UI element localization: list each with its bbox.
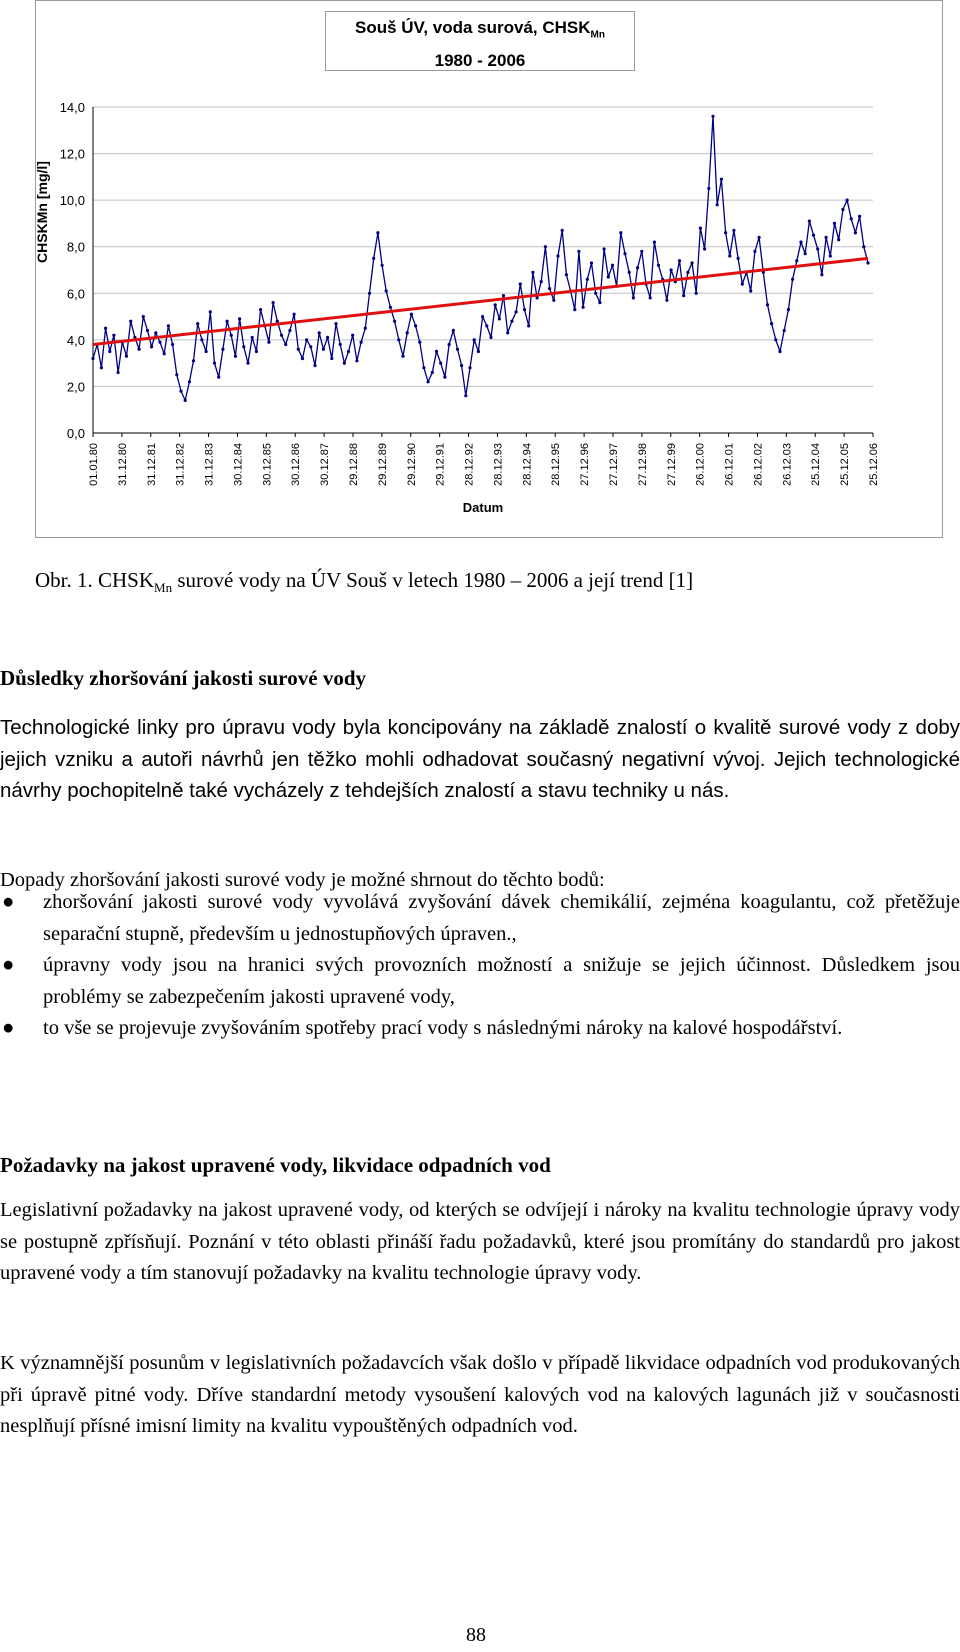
data-point bbox=[246, 362, 249, 365]
data-point bbox=[167, 324, 170, 327]
x-tick-label: 29.12.90 bbox=[405, 443, 418, 486]
y-tick-label: 8,0 bbox=[66, 239, 85, 255]
data-point bbox=[443, 376, 446, 379]
data-point bbox=[146, 329, 149, 332]
data-point bbox=[125, 355, 128, 358]
data-point bbox=[858, 215, 861, 218]
data-point bbox=[653, 241, 656, 244]
data-point bbox=[334, 322, 337, 325]
data-point bbox=[841, 208, 844, 211]
data-point bbox=[196, 322, 199, 325]
data-point bbox=[117, 371, 120, 374]
data-point bbox=[657, 264, 660, 267]
data-point bbox=[129, 320, 132, 323]
data-point bbox=[678, 259, 681, 262]
data-point bbox=[837, 238, 840, 241]
data-point bbox=[284, 343, 287, 346]
data-point bbox=[360, 341, 363, 344]
x-tick-label: 25.12.06 bbox=[868, 443, 880, 486]
data-point bbox=[825, 236, 828, 239]
y-axis-title: CHSKMn [mg/l] bbox=[34, 161, 50, 263]
data-point bbox=[255, 350, 258, 353]
data-point bbox=[456, 348, 459, 351]
data-point bbox=[778, 350, 781, 353]
x-tick-label: 31.12.81 bbox=[145, 443, 158, 486]
data-point bbox=[862, 245, 865, 248]
data-point bbox=[523, 308, 526, 311]
data-point bbox=[154, 331, 157, 334]
x-tick-label: 25.12.04 bbox=[810, 443, 823, 486]
data-point bbox=[544, 245, 547, 248]
section-heading-requirements: Požadavky na jakost upravené vody, likvidace odpadních vod bbox=[0, 1153, 551, 1177]
data-point bbox=[238, 317, 241, 320]
y-tick-label: 10,0 bbox=[59, 193, 85, 209]
figure-caption: Obr. 1. $CHSK_{Mn}$ surové vody na ÚV Souš v letech 1980 – 2006 a její trend [1] bbox=[35, 568, 694, 596]
data-point bbox=[850, 217, 853, 220]
x-tick-label: 30.12.85 bbox=[261, 443, 274, 486]
data-point bbox=[414, 324, 417, 327]
data-point bbox=[829, 254, 832, 257]
data-point bbox=[142, 315, 145, 318]
data-point bbox=[452, 329, 455, 332]
data-point bbox=[226, 320, 229, 323]
data-point bbox=[213, 362, 216, 365]
data-point bbox=[795, 259, 798, 262]
data-point bbox=[611, 264, 614, 267]
data-point bbox=[716, 203, 719, 206]
data-point bbox=[724, 231, 727, 234]
data-point bbox=[221, 348, 224, 351]
data-point bbox=[150, 345, 153, 348]
paragraph-technology-lines: Technologické linky pro úpravu vody byla koncipovány na základě znalostí o kvalitě surové vody z doby jejich vzniku a autoři návrhů jen těžko mohli odhadovat současný negativní vývoj. Jejich technologické návrhy pochopitelně také vycházely z tehdejších znalostí a stavu techniky u nás. bbox=[0, 716, 960, 802]
data-point bbox=[381, 264, 384, 267]
paragraph-wastewater: K významnější posunům v legislativních požadavcích však došlo v případě likvidace odpadních vod produkovaných při úpravě pitné vody. Dříve standardní metody vysoušení kalových vod na kalových lagunách již v současnosti nesplňují přísné imisní limity na kvalitu vypouštěných odpadních vod. bbox=[0, 1352, 960, 1437]
data-point bbox=[699, 227, 702, 230]
data-point bbox=[812, 234, 815, 237]
data-point bbox=[536, 296, 539, 299]
x-tick-label: 28.12.92 bbox=[463, 443, 476, 486]
chart-title: Souš ÚV, voda surová, $CHSK_{Mn}$ 1980 - 2006 bbox=[325, 11, 635, 71]
data-point bbox=[406, 331, 409, 334]
data-point bbox=[737, 257, 740, 260]
x-tick-label: 01.01.80 bbox=[88, 443, 100, 486]
data-point bbox=[305, 338, 308, 341]
list-item: ● úpravny vody jsou na hranici svých provozních možností a snižuje se jejich účinnost. Důsledkem jsou problémy se zabezpečením jakosti upravené vody, bbox=[0, 950, 960, 1013]
data-point bbox=[494, 303, 497, 306]
data-point bbox=[372, 257, 375, 260]
data-point bbox=[326, 336, 329, 339]
data-point bbox=[192, 359, 195, 362]
x-tick-label: 29.12.91 bbox=[434, 443, 447, 486]
list-item: ● zhoršování jakosti surové vody vyvolává zvyšování dávek chemikálií, zejména koagulantu, což přetěžuje separační stupně, především u jednostupňových úpraven., bbox=[0, 887, 960, 950]
data-point bbox=[753, 250, 756, 253]
x-tick-label: 28.12.95 bbox=[550, 443, 563, 486]
impact-list bbox=[0, 887, 960, 1045]
data-point bbox=[401, 355, 404, 358]
data-point bbox=[318, 331, 321, 334]
data-point bbox=[691, 261, 694, 264]
data-point bbox=[649, 296, 652, 299]
bullet-icon: ● bbox=[2, 954, 15, 976]
data-point bbox=[506, 331, 509, 334]
data-point bbox=[603, 247, 606, 250]
data-point bbox=[628, 271, 631, 274]
data-point bbox=[489, 336, 492, 339]
data-point bbox=[435, 350, 438, 353]
list-item: ● to vše se projevuje zvyšováním spotřeby prací vody s následnými nároky na kalové hospodářství. bbox=[0, 1013, 960, 1045]
data-point bbox=[138, 348, 141, 351]
x-tick-label: 27.12.96 bbox=[579, 443, 592, 486]
data-point bbox=[582, 306, 585, 309]
data-point bbox=[301, 357, 304, 360]
data-point bbox=[510, 320, 513, 323]
data-point bbox=[431, 371, 434, 374]
data-point bbox=[695, 292, 698, 295]
data-point bbox=[728, 254, 731, 257]
data-point bbox=[623, 252, 626, 255]
y-tick-label: 12,0 bbox=[59, 146, 85, 162]
data-point bbox=[259, 308, 262, 311]
data-point bbox=[573, 308, 576, 311]
data-point bbox=[515, 310, 518, 313]
data-point bbox=[179, 390, 182, 393]
data-point bbox=[783, 329, 786, 332]
data-point bbox=[791, 278, 794, 281]
data-point bbox=[209, 310, 212, 313]
data-point bbox=[665, 299, 668, 302]
data-point bbox=[397, 338, 400, 341]
data-point bbox=[607, 275, 610, 278]
x-tick-label: 26.12.01 bbox=[723, 443, 736, 486]
data-point bbox=[339, 343, 342, 346]
x-tick-label: 29.12.88 bbox=[348, 443, 360, 486]
data-point bbox=[787, 308, 790, 311]
data-point bbox=[477, 350, 480, 353]
data-point bbox=[288, 329, 291, 332]
data-point bbox=[376, 231, 379, 234]
x-tick-label: 31.12.83 bbox=[203, 443, 216, 486]
data-point bbox=[540, 280, 543, 283]
chart-svg bbox=[0, 0, 960, 540]
data-point bbox=[586, 278, 589, 281]
x-tick-label: 26.12.00 bbox=[694, 443, 707, 486]
data-point bbox=[158, 341, 161, 344]
data-point bbox=[100, 366, 103, 369]
series-line bbox=[93, 116, 868, 400]
data-point bbox=[640, 250, 643, 253]
data-point bbox=[200, 338, 203, 341]
data-point bbox=[410, 313, 413, 316]
data-point bbox=[561, 229, 564, 232]
data-point bbox=[854, 231, 857, 234]
data-point bbox=[389, 306, 392, 309]
data-point bbox=[820, 273, 823, 276]
data-point bbox=[460, 364, 463, 367]
x-axis-title: Datum bbox=[462, 500, 504, 515]
data-point bbox=[473, 338, 476, 341]
data-point bbox=[481, 315, 484, 318]
data-point bbox=[347, 350, 350, 353]
data-point bbox=[104, 327, 107, 330]
data-point bbox=[866, 261, 869, 264]
data-point bbox=[234, 355, 237, 358]
data-point bbox=[670, 268, 673, 271]
data-point bbox=[112, 334, 115, 337]
data-point bbox=[577, 250, 580, 253]
data-point bbox=[707, 187, 710, 190]
x-tick-label: 25.12.05 bbox=[839, 443, 852, 486]
data-point bbox=[590, 261, 593, 264]
data-point bbox=[468, 366, 471, 369]
data-point bbox=[355, 359, 358, 362]
data-point bbox=[502, 294, 505, 297]
data-point bbox=[519, 282, 522, 285]
data-point bbox=[703, 247, 706, 250]
x-tick-label: 27.12.99 bbox=[665, 443, 678, 486]
paragraph-legislative-requirements: Legislativní požadavky na jakost upravené vody, od kterých se odvíjejí i nároky na kvalitu technologie úpravy vody se postupně zpřísňují. Poznání v této oblasti přináší řadu požadavků, které jsou promítány do standardů pro jakost upravené vody a tím stanovují požadavky na kvalitu technologie úpravy vody. bbox=[0, 1199, 960, 1284]
data-point bbox=[313, 364, 316, 367]
x-tick-label: 26.12.03 bbox=[781, 443, 794, 486]
data-point bbox=[632, 296, 635, 299]
data-point bbox=[175, 373, 178, 376]
x-tick-label: 27.12.97 bbox=[608, 443, 620, 486]
data-point bbox=[280, 334, 283, 337]
data-point bbox=[230, 334, 233, 337]
data-point bbox=[594, 292, 597, 295]
data-point bbox=[385, 289, 388, 292]
data-point bbox=[556, 254, 559, 257]
paragraph-impacts-intro: Dopady zhoršování jakosti surové vody je možné shrnout do těchto bodů: bbox=[0, 869, 605, 891]
data-point bbox=[774, 338, 777, 341]
data-point bbox=[330, 357, 333, 360]
data-point bbox=[242, 345, 245, 348]
data-point bbox=[297, 348, 300, 351]
y-tick-label: 0,0 bbox=[66, 426, 85, 441]
data-point bbox=[276, 320, 279, 323]
data-point bbox=[267, 341, 270, 344]
x-tick-label: 31.12.80 bbox=[116, 443, 129, 486]
data-point bbox=[770, 322, 773, 325]
data-point bbox=[439, 362, 442, 365]
x-tick-label: 30.12.87 bbox=[319, 443, 332, 486]
data-point bbox=[485, 324, 488, 327]
data-point bbox=[217, 376, 220, 379]
data-point bbox=[205, 350, 208, 353]
data-point bbox=[427, 380, 430, 383]
y-tick-label: 6,0 bbox=[66, 286, 85, 302]
data-point bbox=[711, 115, 714, 118]
data-point bbox=[552, 299, 555, 302]
data-point bbox=[548, 287, 551, 290]
data-point bbox=[498, 317, 501, 320]
x-tick-label: 29.12.89 bbox=[376, 443, 389, 486]
data-point bbox=[418, 341, 421, 344]
data-point bbox=[272, 301, 275, 304]
data-point bbox=[720, 178, 723, 181]
data-point bbox=[846, 199, 849, 202]
x-tick-label: 28.12.94 bbox=[521, 443, 534, 486]
bullet-icon: ● bbox=[2, 1017, 15, 1039]
data-point bbox=[833, 222, 836, 225]
data-point bbox=[636, 266, 639, 269]
data-point bbox=[322, 348, 325, 351]
data-point bbox=[766, 303, 769, 306]
data-point bbox=[364, 327, 367, 330]
page-number: 88 bbox=[466, 1624, 486, 1646]
data-point bbox=[188, 380, 191, 383]
data-point bbox=[368, 292, 371, 295]
data-point bbox=[91, 357, 94, 360]
data-point bbox=[749, 289, 752, 292]
data-point bbox=[343, 362, 346, 365]
data-point bbox=[163, 352, 166, 355]
data-point bbox=[758, 236, 761, 239]
x-tick-label: 30.12.86 bbox=[290, 443, 303, 486]
data-point bbox=[619, 231, 622, 234]
x-tick-label: 31.12.82 bbox=[174, 443, 187, 486]
bullet-icon: ● bbox=[2, 891, 15, 913]
data-point bbox=[448, 343, 451, 346]
y-tick-label: 2,0 bbox=[66, 379, 85, 395]
data-point bbox=[682, 294, 685, 297]
data-point bbox=[393, 320, 396, 323]
data-point bbox=[565, 273, 568, 276]
data-point bbox=[108, 350, 111, 353]
data-point bbox=[686, 271, 689, 274]
data-point bbox=[293, 313, 296, 316]
y-tick-label: 4,0 bbox=[66, 332, 85, 348]
data-point bbox=[799, 241, 802, 244]
x-tick-label: 27.12.98 bbox=[636, 443, 649, 486]
data-point bbox=[184, 399, 187, 402]
data-point bbox=[309, 345, 312, 348]
x-tick-label: 30.12.84 bbox=[232, 443, 245, 486]
data-point bbox=[251, 336, 254, 339]
data-point bbox=[804, 252, 807, 255]
x-tick-label: 28.12.93 bbox=[492, 443, 505, 486]
data-point bbox=[816, 247, 819, 250]
data-point bbox=[531, 271, 534, 274]
data-point bbox=[741, 282, 744, 285]
data-point bbox=[171, 343, 174, 346]
data-point bbox=[527, 324, 530, 327]
data-point bbox=[732, 229, 735, 232]
data-point bbox=[598, 301, 601, 304]
data-point bbox=[351, 334, 354, 337]
data-point bbox=[808, 220, 811, 223]
data-point bbox=[464, 394, 467, 397]
x-tick-label: 26.12.02 bbox=[752, 443, 765, 486]
section-heading-consequences: Důsledky zhoršování jakosti surové vody bbox=[0, 666, 367, 690]
y-tick-label: 14,0 bbox=[59, 100, 85, 115]
data-point bbox=[422, 366, 425, 369]
